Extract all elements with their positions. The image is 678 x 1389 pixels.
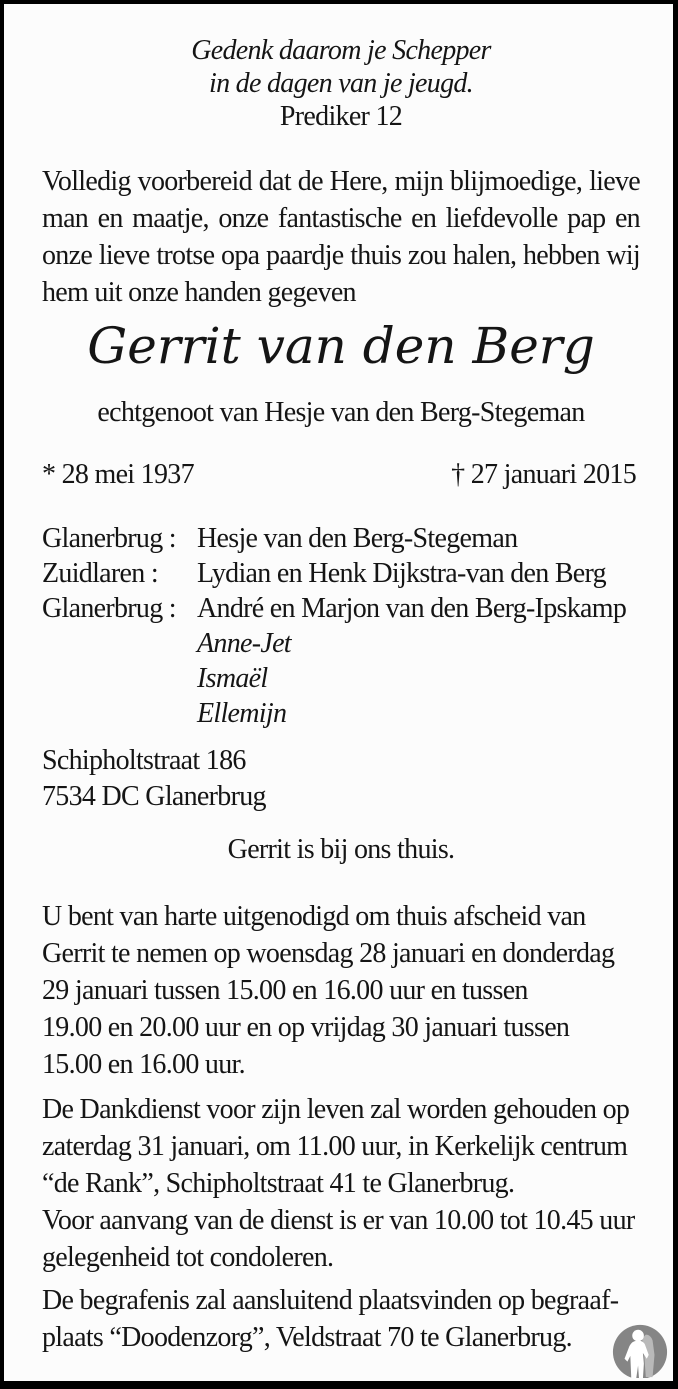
family-row <box>42 626 640 661</box>
address-city: 7534 DC Glanerbrug <box>42 781 266 812</box>
intro-line: hem uit onze handen gegeven <box>42 277 356 308</box>
family-row <box>42 591 640 626</box>
intro-line: onze lieve trotse opa paardje thuis zou halen, hebben wij <box>42 240 640 271</box>
service-line: gelegenheid tot condoleren. <box>42 1242 334 1273</box>
burial-line: De begrafenis zal aansluitend plaatsvinden op begraaf- <box>42 1285 619 1316</box>
scripture-quote <box>42 34 640 133</box>
deceased-name: Gerrit van den Berg <box>87 317 595 375</box>
intro-line: man en maatje, onze fantastische en liefdevolle pap en <box>42 203 640 234</box>
family-row <box>42 521 640 556</box>
family-name: André en Marjon van den Berg-Ipskamp <box>197 593 627 624</box>
home-address <box>42 743 640 815</box>
service-line: De Dankdienst voor zijn leven zal worden gehouden op <box>42 1094 630 1125</box>
family-name: Lydian en Henk Dijkstra-van den Berg <box>197 558 606 589</box>
family-name: Hesje van den Berg-Stegeman <box>197 523 518 554</box>
visitation-paragraph <box>42 898 640 1083</box>
family-place <box>42 696 197 731</box>
quote-line-1: Gedenk daarom je Schepper <box>191 35 491 66</box>
family-place: Zuidlaren : <box>42 558 158 589</box>
family-place <box>42 661 197 696</box>
family-name: Ismaël <box>197 663 268 694</box>
visitation-line: 15.00 en 16.00 uur. <box>42 1049 245 1080</box>
family-list <box>42 521 640 731</box>
intro-line: Volledig voorbereid dat de Here, mijn blijmoedige, lieve <box>42 166 640 197</box>
family-row <box>42 556 640 591</box>
family-row <box>42 661 640 696</box>
visitation-line: 29 januari tussen 15.00 en 16.00 uur en tussen <box>42 975 528 1006</box>
visitation-line: Gerrit te nemen op woensdag 28 januari en donderdag <box>42 938 615 969</box>
memorial-embracing-figures-logo-icon <box>611 1323 669 1378</box>
service-line: “de Rank”, Schipholtstraat 41 te Glanerbrug. <box>42 1168 515 1199</box>
visitation-line: 19.00 en 20.00 uur en op vrijdag 30 januari tussen <box>42 1012 570 1043</box>
service-paragraph <box>42 1091 640 1276</box>
family-row <box>42 696 640 731</box>
address-street: Schipholtstraat 186 <box>42 745 246 776</box>
family-place <box>42 626 197 661</box>
quote-line-2: in de dagen van je jeugd. <box>209 68 473 99</box>
quote-source: Prediker 12 <box>279 101 403 132</box>
family-place: Glanerbrug : <box>42 523 176 554</box>
dates-row <box>42 459 640 491</box>
home-statement: Gerrit is bij ons thuis. <box>227 834 455 865</box>
intro-paragraph <box>42 163 640 311</box>
relation-line: echtgenoot van Hesje van den Berg-Stegeman <box>97 397 585 428</box>
burial-line: plaats “Doodenzorg”, Veldstraat 70 te Glanerbrug. <box>42 1322 572 1353</box>
visitation-line: U bent van harte uitgenodigd om thuis afscheid van <box>42 901 586 932</box>
service-line: Voor aanvang van de dienst is er van 10.00 tot 10.45 uur <box>42 1205 635 1236</box>
death-date: † 27 januari 2015 <box>451 459 636 490</box>
birth-date: * 28 mei 1937 <box>42 459 194 490</box>
family-name: Anne-Jet <box>197 628 291 659</box>
family-name: Ellemijn <box>197 698 287 729</box>
burial-paragraph <box>42 1282 640 1356</box>
service-line: zaterdag 31 januari, om 11.00 uur, in Kerkelijk centrum <box>42 1131 628 1162</box>
family-place: Glanerbrug : <box>42 593 176 624</box>
